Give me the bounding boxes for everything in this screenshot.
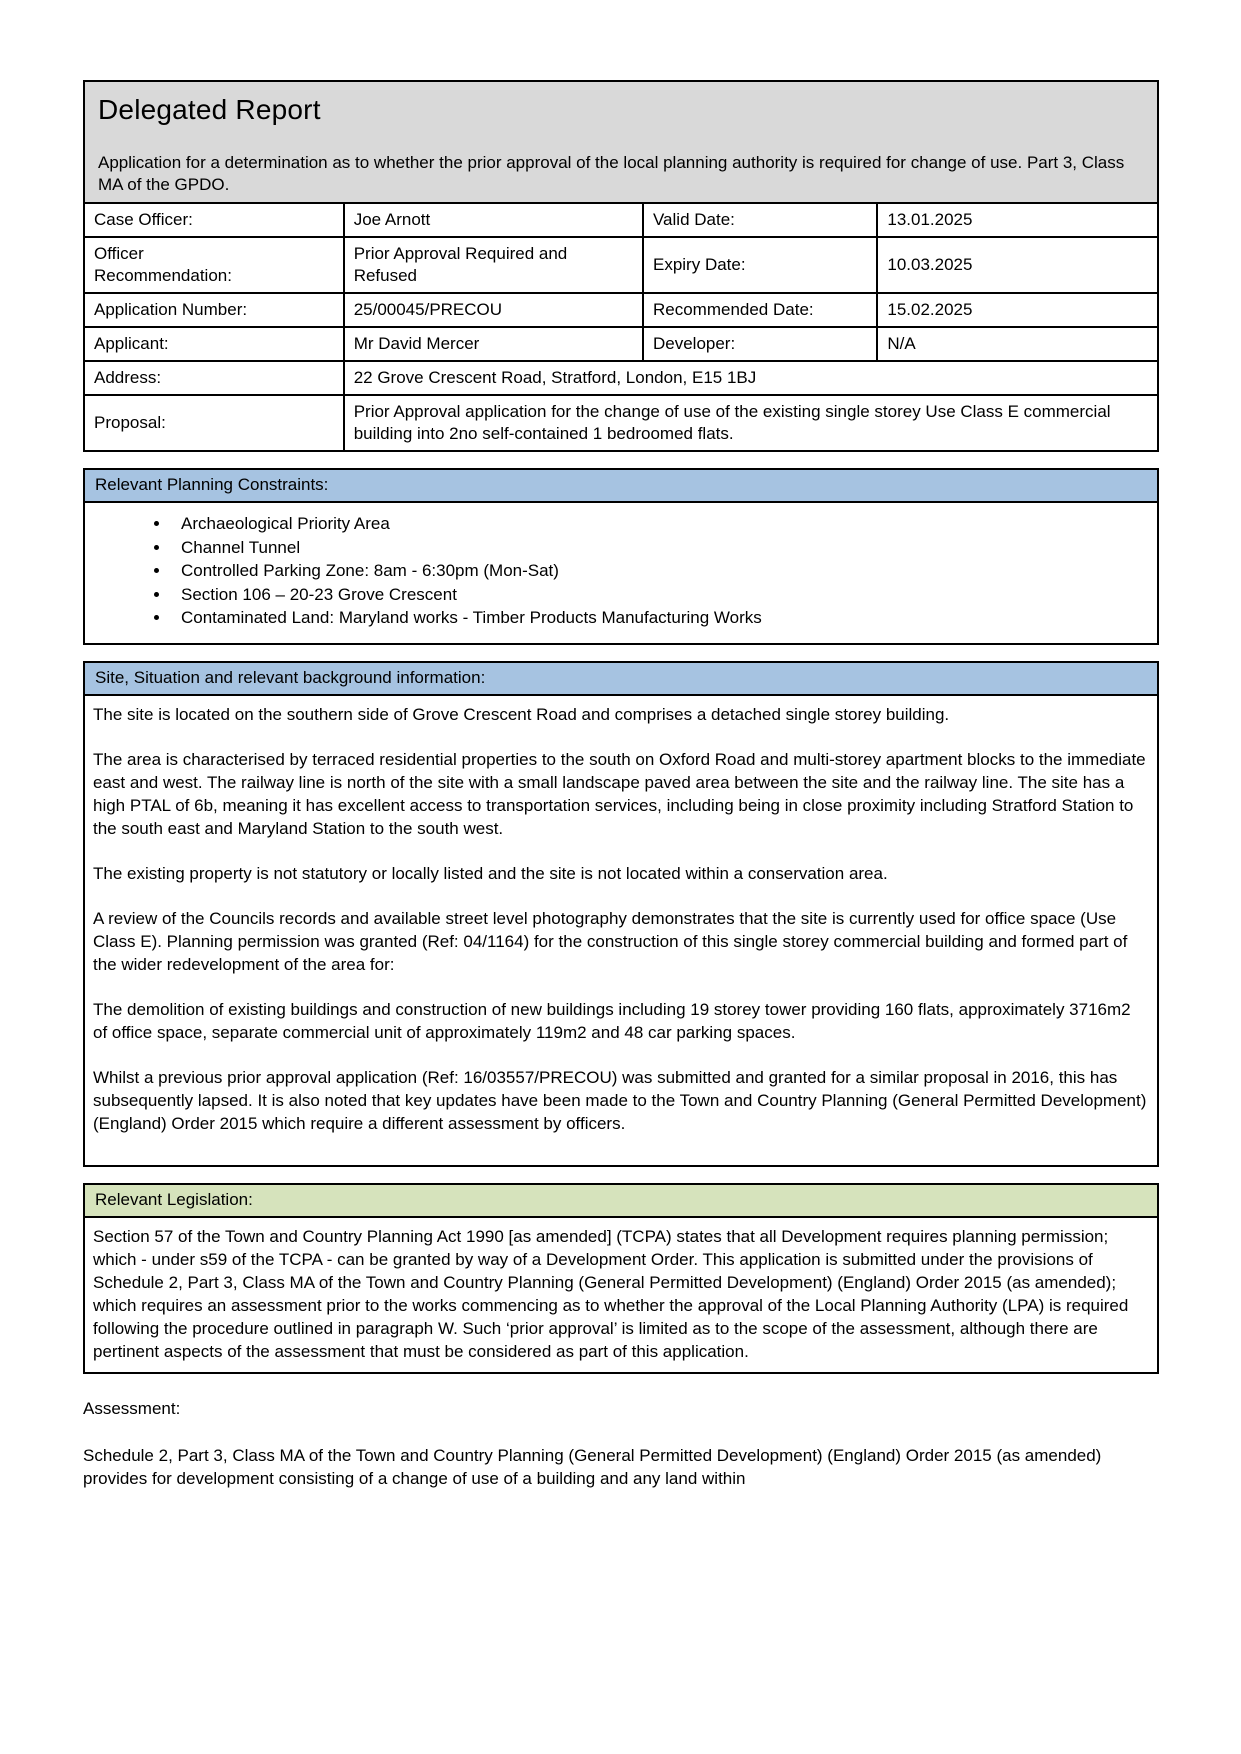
report-subtitle: Application for a determination as to whether the prior approval of the local planning authority is required for change of use. Part 3, Class MA of the GPDO.	[98, 153, 1125, 194]
site-body	[85, 696, 1157, 1165]
address-value: 22 Grove Crescent Road, Stratford, London, E15 1BJ	[344, 361, 1158, 395]
table-row	[84, 395, 1158, 451]
list-item: • Channel Tunnel	[171, 536, 1147, 560]
constraints-section	[83, 468, 1159, 645]
legislation-body	[85, 1218, 1157, 1372]
case-officer-value: Joe Arnott	[344, 203, 643, 237]
proposal-label: Proposal:	[84, 395, 344, 451]
table-row	[84, 203, 1158, 237]
table-row	[84, 327, 1158, 361]
table-row	[84, 237, 1158, 293]
legislation-section	[83, 1183, 1159, 1374]
legislation-heading: Relevant Legislation:	[85, 1185, 1157, 1218]
paragraph: Whilst a previous prior approval application (Ref: 16/03557/PRECOU) was submitted and granted for a similar proposal in 2016, this has subsequently lapsed. It is also noted that key updates have been made to the Town and Country Planning (General Permitted Development) (England) Order 2015 which require a different assessment by officers.	[93, 1067, 1147, 1133]
expiry-date-label: Expiry Date:	[643, 237, 877, 293]
site-heading: Site, Situation and relevant background information:	[85, 663, 1157, 696]
paragraph: Section 57 of the Town and Country Planning Act 1990 [as amended] (TCPA) states that all Development requires planning permission; which - under s59 of the TCPA - can be granted by way of a Development Order. This application is submitted under the provisions of Schedule 2, Part 3, Class MA of the Town and Country Planning (General Permitted Development) (England) Order 2015 (as amended); which requires an assessment prior to the works commencing as to whether the approval of the Local Planning Authority (LPA) is required following the procedure outlined in paragraph W. Such ‘prior approval’ is limited as to the scope of the assessment, although there are pertinent aspects of the assessment that must be considered as part of this application.	[93, 1226, 1129, 1361]
list-item: • Section 106 – 20-23 Grove Crescent	[171, 583, 1147, 607]
recommended-date-label: Recommended Date:	[643, 293, 877, 327]
applicant-value: Mr David Mercer	[344, 327, 643, 361]
applicant-label: Applicant:	[84, 327, 344, 361]
address-label: Address:	[84, 361, 344, 395]
constraints-body	[85, 503, 1157, 643]
valid-date-value: 13.01.2025	[877, 203, 1158, 237]
proposal-value: Prior Approval application for the change of use of the existing single storey Use Class E commercial building into 2no self-contained 1 bedroomed flats.	[344, 395, 1158, 451]
application-number-label: Application Number:	[84, 293, 344, 327]
recommended-date-value: 15.02.2025	[877, 293, 1158, 327]
valid-date-label: Valid Date:	[643, 203, 877, 237]
constraints-list	[93, 512, 1147, 630]
table-row	[84, 361, 1158, 395]
expiry-date-value: 10.03.2025	[877, 237, 1158, 293]
officer-recommendation-label: Officer Recommendation:	[84, 237, 344, 293]
paragraph: The site is located on the southern side of Grove Crescent Road and comprises a detached single storey building.	[93, 704, 950, 724]
application-number-value: 25/00045/PRECOU	[344, 293, 643, 327]
paragraph: The existing property is not statutory or locally listed and the site is not located within a conservation area.	[93, 863, 888, 883]
paragraph: The demolition of existing buildings and construction of new buildings including 19 storey tower providing 160 flats, approximately 3716m2 of office space, separate commercial unit of approximately 119m2 and 48 car parking spaces.	[93, 999, 1131, 1042]
developer-label: Developer:	[643, 327, 877, 361]
case-officer-label: Case Officer:	[84, 203, 344, 237]
application-details-table	[83, 202, 1159, 452]
site-section	[83, 661, 1159, 1167]
developer-value: N/A	[877, 327, 1158, 361]
table-row	[84, 293, 1158, 327]
assessment-heading: Assessment:	[83, 1398, 181, 1418]
report-header	[83, 80, 1159, 204]
list-item: • Archaeological Priority Area	[171, 512, 1147, 536]
list-item: • Controlled Parking Zone: 8am - 6:30pm (Mon-Sat)	[171, 559, 1147, 583]
paragraph: The area is characterised by terraced residential properties to the south on Oxford Road and multi-storey apartment blocks to the immediate east and west. The railway line is north of the site with a small landscape paved area between the site and the railway line. The site has a high PTAL of 6b, meaning it has excellent access to transportation services, including being in close proximity including Stratford Station to the south east and Maryland Station to the south west.	[93, 749, 1146, 838]
list-item: • Contaminated Land: Maryland works - Timber Products Manufacturing Works	[171, 606, 1147, 630]
officer-recommendation-value: Prior Approval Required and Refused	[344, 237, 643, 293]
assessment-paragraph: Schedule 2, Part 3, Class MA of the Town and Country Planning (General Permitted Development) (England) Order 2015 (as amended) provides for development consisting of a change of use of a building and any land within	[83, 1445, 1102, 1488]
paragraph: A review of the Councils records and available street level photography demonstrates that the site is currently used for office space (Use Class E). Planning permission was granted (Ref: 04/1164) for the construction of this single storey commercial building and formed part of the wider redevelopment of the area for:	[93, 908, 1128, 974]
page-title: Delegated Report	[98, 94, 321, 125]
constraints-heading: Relevant Planning Constraints:	[85, 470, 1157, 503]
